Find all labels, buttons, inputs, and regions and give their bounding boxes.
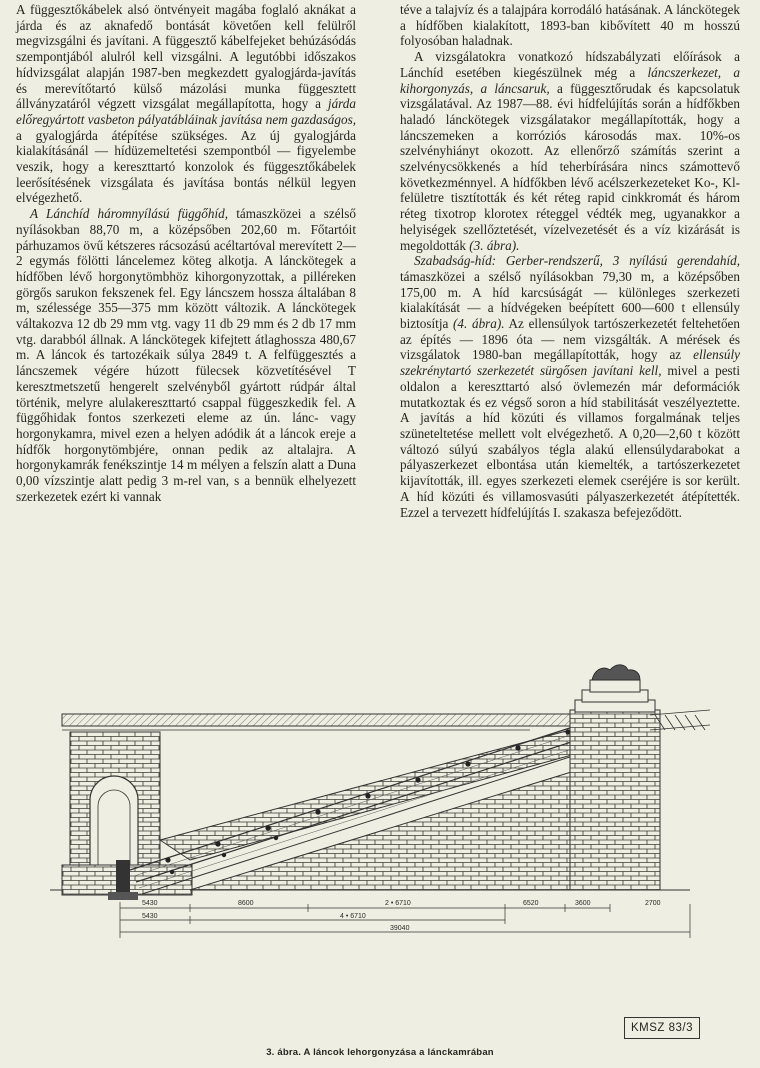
right-pier	[570, 680, 660, 890]
right-paragraph-3: Szabadság-híd: Gerber-rendszerű, 3 nyílású gerendahíd, támaszközei a szélső nyílásokban 79,30 m, a középsőben 175,00 m. A híd karcsúságát — különleges szerkezeti kialakítását — a hídvégeken beépített 600—600 t ellensúly biztosítja (4. ábra). Az ellensúlyok tartószerkezetét feltehetően az építés — 1896 óta — nem vizsgálták. A mérések és vizsgálatok 1980-ban megállapították, hogy az ellensúly szekrénytartó szerkezetét sürgősen javítani kell, mivel a pesti oldalon a kereszttartó alsó övlemezén már deformációk mutatkoztak és ez végső soron a híd stabilitását veszélyeztette. A javítás a híd közúti és villamos forgalmának teljes szüneteltetése mellett volt elvégezhető. A 0,20—2,60 t között változó súlyú szabályos tégla alakú ellensúlydarabokat a pályaszerkezet elbontása után kiemelték, a tartószerkezetet kijavították, ill. egyes szerkezeti elemek cseréjére is sor került. A híd közúti és villamosvasúti pályaszerkezetét átépítették. Ezzel a tervezett hídfelújítás I. szakasza befejeződött.	[400, 253, 741, 520]
lion-statue	[592, 665, 640, 680]
left-paragraph-1: A függesztőkábelek alsó öntvényeit magába foglaló aknákat a járda és az aknafedő bontását követően kell felülről megvizsgálni és javítani. A függesztő kábelfejeket behúzásódás szempontjából alulról kell vizsgálni. A legutóbbi időszakos hídvizsgálat alapján 1987-ben megkezdett gyalogjárda-javítás és merevítőtartó külső mázolási munka függesztett állványzatáról végzett vizsgálat megállapította, hogy a járda előregyártott vasbeton pályatábláinak javítása nem gazdaságos, a gyalogjárda átépítése szükséges. Az új gyalogjárda kialakításánál — hídüzemeltetési szempontból — figyelembe veszik, hogy a kereszttartó konzolok és függesztőkábelek leerősítésének vizsgálata és javítása bontás nélkül legyen elvégezhető.	[16, 2, 356, 206]
right-paragraph-2: A vizsgálatokra vonatkozó hídszabályzati előírások a Lánchíd esetében kiegészülnek még a láncszerkezet, a kihorgonyzás, a láncsaruk, a függesztőrudak és kapcsolatuk vizsgálatával. Az 1987—88. évi hídfelújítás során a hídfőkben haladó lánckötegek vizsgálatakor megállapították, hogy a láncszemeken a korróziós károsodás max. 10%-os szelvényhiányt okozott. Az ellenőrző számítás szerint a szelvénycsökkenés a híd teherbírására nincs számottevő következménnyel. A hídfőkben lévő acélszerkezeteket Ko-, Kl- felületre tisztították és két réteg rapid cinkkromát és három réteg tixotrop klorotex réteggel védték meg, ugyanakkor a helyiségek szellőztetését, vízelvezetését és a víz kizárását is megoldották (3. ábra).	[400, 49, 741, 253]
dim-label-2: 8600	[238, 900, 254, 907]
figure-anchor-chamber-drawing	[50, 660, 715, 1035]
dim-label-4: 6520	[523, 900, 539, 907]
figure-caption: 3. ábra. A láncok lehorgonyzása a lánckamrában	[266, 1047, 494, 1058]
right-paragraph-1: téve a talajvíz és a talajpára korrodáló hatásának. A lánckötegek a hídfőben kialakított, 1893-ban kibővített 40 m hosszú folyosóban haladnak.	[400, 2, 740, 49]
left-paragraph-2: A Lánchíd háromnyílású függőhíd, támaszközei a szélső nyílásokban 88,70 m, a középsőben 202,60 m. Főtartóit párhuzamos övű kétszeres rácsozású acéltartóval merevített 2—2 egymás fölötti láncelemez köteg alkotja. A lánckötegek a hídfőben lévő horgonytömbhöz kihorgonyzottak, a pilléreken görgős sarukon fekszenek fel. Egy láncszem hossza általában 8 m, szélessége 355—375 mm között változik. A lánckötegek váltakozva 12 db 29 mm vtg. vagy 11 db 29 mm és 2 db 17 mm vtg. darabból állnak. A lánckötegek kifejtett átlaghossza 480,67 m. A láncok és tartozékaik súlya 2849 t. A felfüggesztés a láncszemek végére húzott fülecsek közvetítésével T keresztmetszetű hengerelt szelvényből gyártott rúdpár által történik, melyre alulakereszttartó csappal függeszkedik fel. A függőhidak fontos szerkezeti eleme az ún. lánc- vagy horgonykamra, mivel ezen a helyen adódik át a láncok ereje a hídfők horgonytömbjére, onnan pedik az altalajra. A horgonykamrák fenékszintje 14 m mélyen a felszín alatt a Duna 0,00 vízszintje alatt pedig 3 m-rel van, s a bennük elhelyezett szerkezetek ezért ki vannak	[16, 206, 356, 504]
dimension-labels-mid	[142, 913, 366, 920]
right-column	[400, 2, 740, 520]
dim-label-total: 39040	[390, 925, 410, 932]
left-column	[16, 2, 356, 505]
dim-label-3: 2 • 6710	[385, 900, 411, 907]
dim-label-1: 5430	[142, 900, 158, 907]
anchor-chamber-drawing	[50, 660, 715, 1035]
dim-label-5: 3600	[575, 900, 591, 907]
dimension-lines	[120, 902, 690, 938]
dim-label-mid-2: 4 • 6710	[340, 913, 366, 920]
dimension-labels-top	[142, 900, 661, 907]
dim-label-mid-1: 5430	[142, 913, 158, 920]
deck-slab	[62, 714, 592, 726]
dim-label-6: 2700	[645, 900, 661, 907]
figure-stamp: KMSZ 83/3	[624, 1017, 700, 1039]
